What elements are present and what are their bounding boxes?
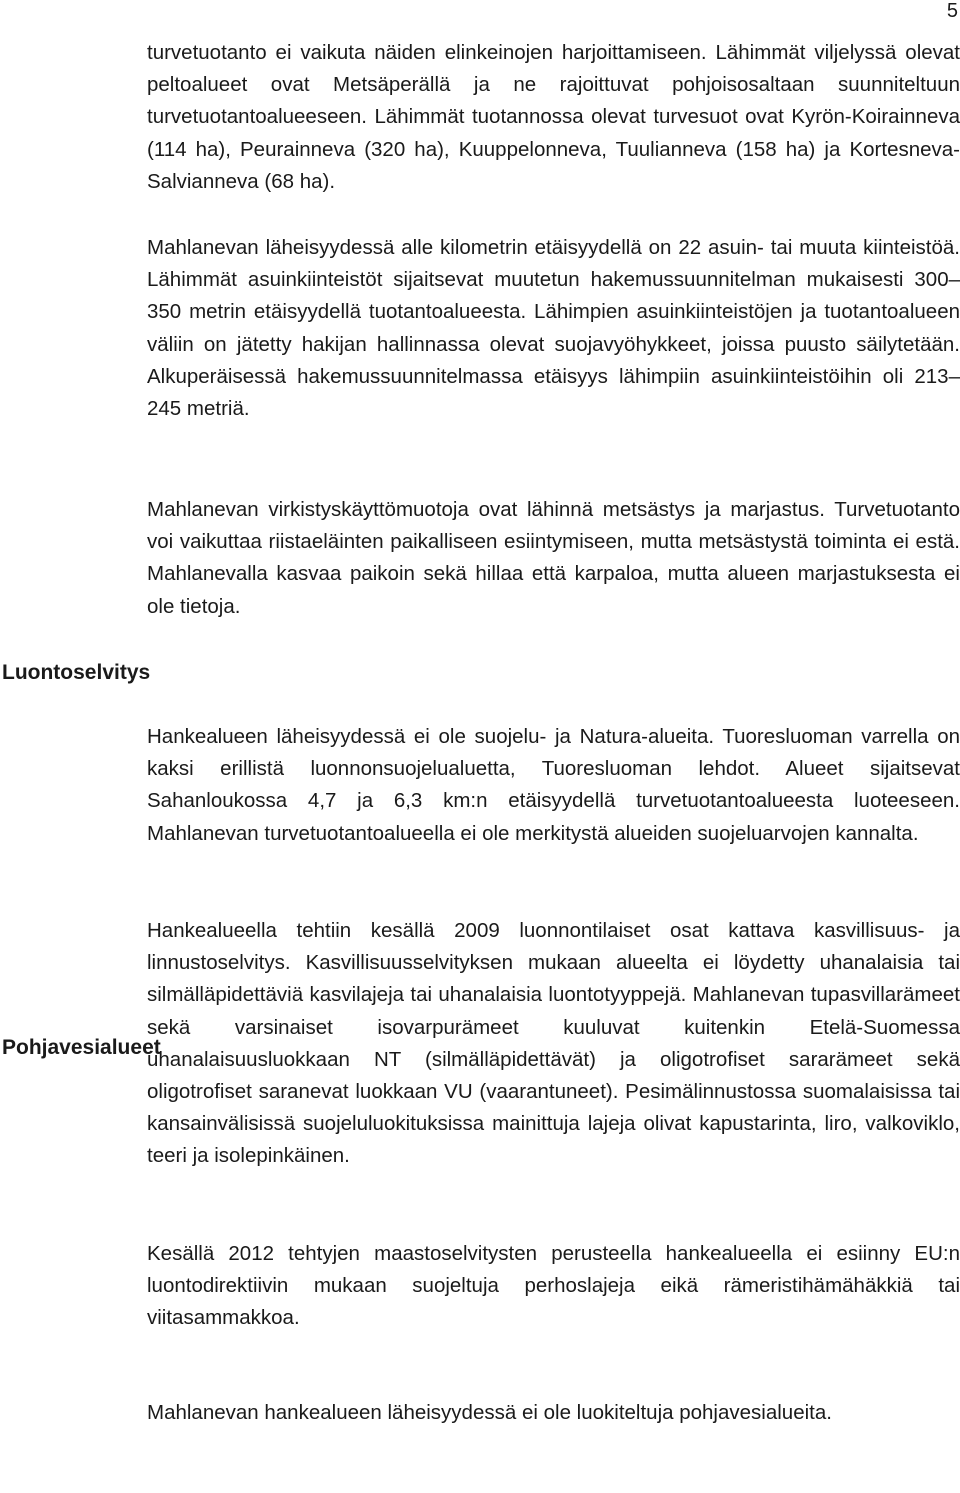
paragraph-field-survey-2012: Kesällä 2012 tehtyjen maastoselvitysten perusteella hankealueella ei esiinny EU:n luontodirektiivin mukaan suojeltuja perhoslajeja eikä rämeristihämähäkkiä tai viitasammakkoa. (147, 1242, 960, 1330)
paragraph-groundwater: Mahlanevan hankealueen läheisyydessä ei ole luokiteltuja pohjavesialueita. (147, 1401, 832, 1424)
paragraph-land-use: turvetuotanto ei vaikuta näiden elinkeinojen harjoittamiseen. Lähimmät viljelyssä olevat peltoalueet ovat Metsäperällä ja ne rajoittuvat pohjoisosaltaan suunniteltuun turvetuotantoalueeseen. Lähimmät tuotannossa olevat turvesuot ovat Kyrön-Koirainneva (114 ha), Peurainneva (320 ha), Kuuppelonneva, Tuulianneva (158 ha) ja Kortesneva-Salvianneva (68 ha). (147, 41, 960, 193)
section-heading-pohjavesialueet: Pohjavesialueet (2, 1036, 161, 1059)
section-heading-luontoselvitys: Luontoselvitys (2, 661, 151, 684)
paragraph-protected-areas: Hankealueen läheisyydessä ei ole suojelu- ja Natura-alueita. Tuoresluoman varrella on kaksi erillistä luonnonsuojelualuetta, Tuoresluoman lehdot. Alueet sijaitsevat Sahanloukossa 4,7 ja 6,3 km:n etäisyydellä turvetuotantoalueesta luoteeseen. Mahlanevan turvetuotantoalueella ei ole merkitystä alueiden suojeluarvojen kannalta. (147, 725, 960, 845)
paragraph-vegetation-survey: Hankealueella tehtiin kesällä 2009 luonnontilaiset osat kattava kasvillisuus- ja linnustoselvitys. Kasvillisuusselvityksen mukaan alueelta ei löydetty uhanalaisia tai silmälläpidettäviä kasvilajeja tai uhanalaisia luontotyyppejä. Mahlanevan tupasvillarämeet sekä varsinaiset isovarpurämeet kuuluvat kuitenkin Etelä-Suomessa uhanalaisuusluokkaan NT (silmälläpidettävät) ja oligotrofiset sararämeet sekä oligotrofiset saranevat luokkaan VU (vaarantuneet). Pesimälinnustossa suomalaisissa tai kansainvälisissä suojeluluokituksissa mainittuja lajeja olivat kapustarinta, liro, valkoviklo, teeri ja isolepinkäinen. (147, 919, 960, 1168)
paragraph-recreation: Mahlanevan virkistyskäyttömuotoja ovat lähinnä metsästys ja marjastus. Turvetuotanto voi vaikuttaa riistaeläinten paikalliseen esiintymiseen, mutta metsästystä toiminta ei estä. Mahlanevalla kasvaa paikoin sekä hillaa että karpaloa, mutta alueen marjastuksesta ei ole tietoja. (147, 498, 960, 618)
paragraph-residential-properties: Mahlanevan läheisyydessä alle kilometrin etäisyydellä on 22 asuin- tai muuta kiinteistöä. Lähimmät asuinkiinteistöt sijaitsevat muutetun hakemussuunnitelman mukaisesti 300–350 metrin etäisyydellä tuotantoalueesta. Lähimpien asuinkiinteistöjen ja tuotantoalueen väliin on jätetty hakijan hallinnassa olevat suojavyöhykkeet, joissa puusto säilytetään. Alkuperäisessä hakemussuunnitelmassa etäisyys lähimpiin asuinkiinteistöihin oli 213–245 metriä. (147, 236, 960, 421)
page-number: 5 (946, 0, 958, 22)
